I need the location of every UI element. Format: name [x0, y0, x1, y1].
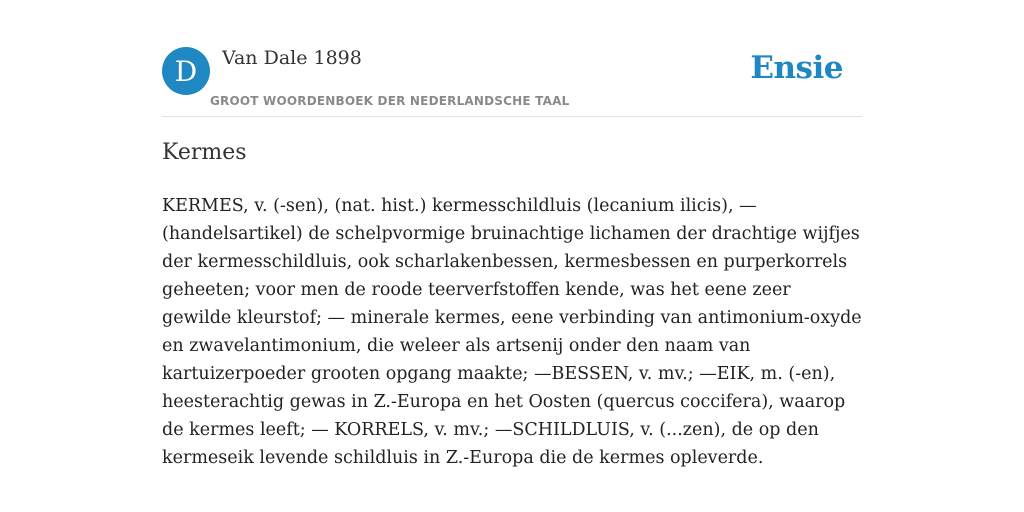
entry-definition: KERMES, v. (-sen), (nat. hist.) kermesschildluis (lecanium ilicis), — (handelsartikel) de schelpvormige bruinachtige lichamen der drachtige wijfjes der kermesschildluis, ook scharlakenbessen, kermesbessen en purperkorrels geheeten; voor men de roode teerverfstoffen kende, was het eene zeer gewilde kleurstof; — minerale kermes, eene verbinding van antimonium-oxyde en zwavelantimonium, die weleer als artsenij onder den naam van kartuizerpoeder grooten opgang maakte; —BESSEN, v. mv.; —EIK, m. (-en), heesterachtig gewas in Z.-Europa en het Oosten (quercus coccifera), waarop de kermes leeft; — KORRELS, v. mv.; —SCHILDLUIS, v. (...zen), de op den kermeseik levende schildluis in Z.-Europa die de kermes opleverde. [162, 196, 862, 468]
ensie-brand-logo[interactable]: Ensie [750, 50, 843, 86]
dictionary-name[interactable]: Van Dale 1898 [222, 47, 362, 69]
entry-title: Kermes [162, 140, 247, 165]
dictionary-subtitle: GROOT WOORDENBOEK DER NEDERLANDSCHE TAAL [210, 94, 570, 108]
dictionary-logo-icon[interactable]: D [162, 47, 210, 95]
dictionary-header [162, 44, 862, 117]
